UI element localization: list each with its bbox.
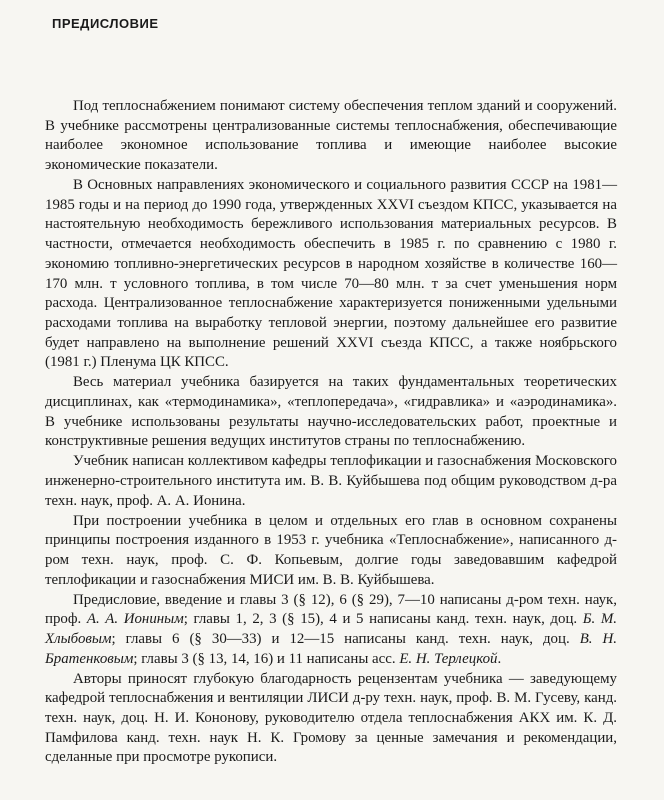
author-name-khlybov: Б. М. Хлыбовым [45, 611, 618, 647]
author-name-terletskaya: Е. Н. Терлецкой [399, 650, 498, 667]
paragraph-1 [45, 97, 617, 176]
paragraph-6-run-3: ; главы 1, 2, 3 (§ 15), 4 и 5 написаны канд. техн. наук, доц. [183, 611, 583, 628]
paragraph-2-text: В Основных направлениях экономического и социального развития СССР на 1981—1985 годы и на период до 1990 года, утвержденных XXVI съездом КПСС, указывается на настоятельную необходимость бережливого использования материальных ресурсов. В частности, отмечается необходимость обеспечить в 1985 г. по сравнению с 1980 г. экономию топливно-энергетических ресурсов в народном хозяйстве в количестве 160—170 млн. т условного топлива, в том числе 70—80 млн. т за счет уменьшения норм расхода. Централизованное теплоснабжение характеризуется пониженными удельными расходами топлива на выработку тепловой энергии, поэтому дальнейшее его развитие будет направлено на выполнение решений XXVI съезда КПСС, а также ноябрьского (1981 г.) Пленума ЦК КПСС. [45, 177, 617, 371]
paragraph-4-text: Учебник написан коллективом кафедры теплофикации и газоснабжения Московского инженерно-строительного института им. В. В. Куйбышева под общим руководством д-ра техн. наук, проф. А. А. Ионина. [45, 453, 617, 509]
paragraph-6-run-7: ; главы 3 (§ 13, 14, 16) и 11 написаны асс. [133, 650, 400, 667]
paragraph-5-text: При построении учебника в целом и отдельных его глав в основном сохранены принципы построения изданного в 1953 г. учебника «Теплоснабжение», написанного д-ром техн. наук, проф. С. Ф. Копьевым, долгие годы заведовавшим кафедрой теплофикации и газоснабжения МИСИ им. В. В. Куйбышева. [45, 512, 617, 588]
paragraph-4 [45, 452, 617, 511]
author-name-ionin: А. А. Иониным [86, 611, 184, 628]
paragraph-2 [45, 176, 617, 373]
paragraph-3-text: Весь материал учебника базируется на таких фундаментальных теоретических дисциплинах, как «термодинамика», «теплопередача», «гидравлика» и «аэродинамика». В учебнике использованы результаты научно-исследовательских работ, проектные и конструктивные решения ведущих институтов страны по теплоснабжению. [45, 374, 617, 450]
paragraph-5 [45, 512, 617, 591]
paragraph-6-run-9: . [497, 650, 502, 667]
body-text [45, 97, 617, 768]
paragraph-3 [45, 373, 617, 452]
paragraph-6-run-1: Предисловие, введение и главы 3 (§ 12), 6 (§ 29), 7—10 написаны д-ром техн. наук, проф. [45, 591, 617, 628]
paragraph-1-text: Под теплоснабжением понимают систему обеспечения теплом зданий и сооружений. В учебнике рассмотрены централизованные системы теплоснабжения, обеспечивающие наиболее экономное использование топлива и имеющие наиболее высокие экономические показатели. [45, 98, 617, 174]
paragraph-7 [45, 670, 617, 769]
paragraph-6 [45, 591, 617, 670]
author-name-bratenkov: В. Н. Братенковым [45, 630, 617, 667]
paragraph-6-run-5: ; главы 6 (§ 30—33) и 12—15 написаны канд. техн. наук, доц. [111, 630, 580, 647]
page-heading: ПРЕДИСЛОВИЕ [52, 16, 159, 31]
paragraph-7-text: Авторы приносят глубокую благодарность рецензентам учебника — заведующему кафедрой теплоснабжения и вентиляции ЛИСИ д-ру техн. наук, проф. В. М. Гусеву, канд. техн. наук, доц. Н. И. Кононову, руководителю отдела теплоснабжения АКХ им. К. Д. Памфилова канд. техн. наук Н. К. Громову за ценные замечания и рекомендации, сделанные при просмотре рукописи. [45, 670, 617, 766]
